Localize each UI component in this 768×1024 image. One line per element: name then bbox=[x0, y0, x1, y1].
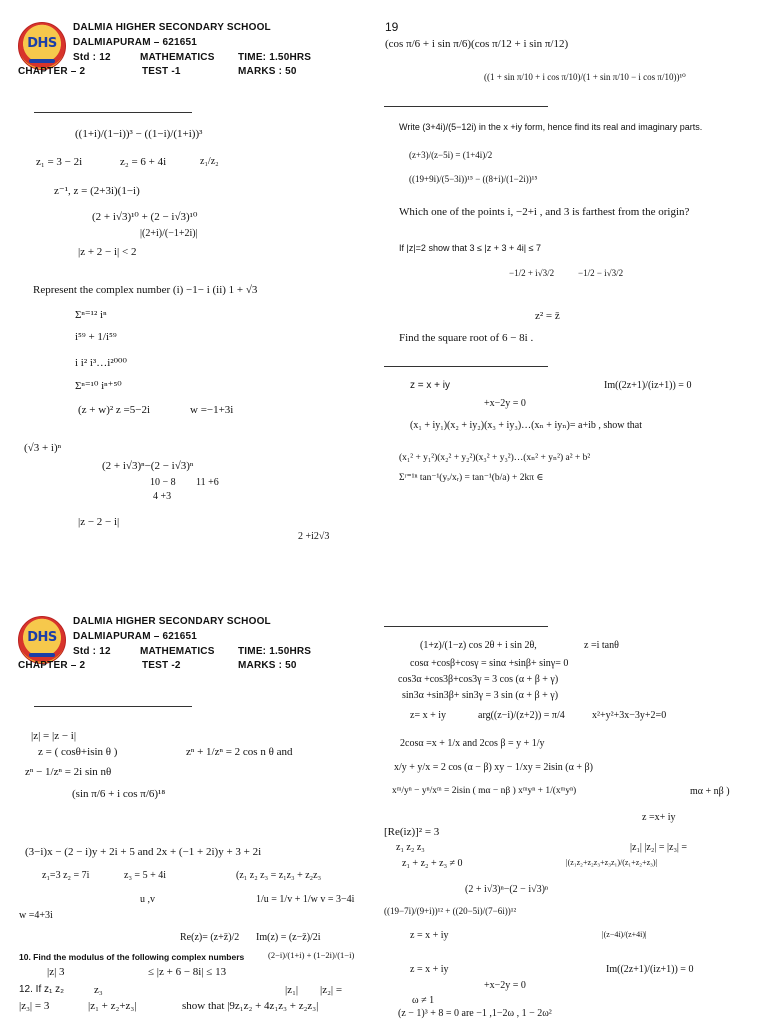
question-line: (cos π/6 + i sin π/6)(cos π/12 + i sin π/12) bbox=[385, 38, 569, 50]
question-line: ≤ |z + 6 − 8i| ≤ 13 bbox=[148, 966, 227, 978]
std: Std : 12 bbox=[73, 646, 111, 657]
question-line: ((1 + sin π/10 + i cos π/10)/(1 + sin π/10 − i cos π/10))¹⁰ bbox=[484, 72, 686, 82]
logo-text: DHS bbox=[27, 630, 57, 645]
chapter: CHAPTER – 2 bbox=[18, 660, 86, 671]
question-line: 4 +3 bbox=[153, 491, 172, 502]
question-line: mα + nβ ) bbox=[690, 786, 730, 797]
question-line: z = x + iy bbox=[410, 964, 449, 975]
question-line: z= x + iy bbox=[410, 710, 446, 721]
question-line: w =4+3i bbox=[19, 910, 53, 921]
question-line: |z₃| = 3 bbox=[19, 1000, 50, 1012]
question-number: 19 bbox=[385, 20, 399, 34]
school-name: DALMIA HIGHER SECONDARY SCHOOL bbox=[73, 616, 271, 627]
test-number: TEST -2 bbox=[142, 660, 181, 671]
marks: MARKS : 50 bbox=[238, 660, 297, 671]
question-line: Im(z) = (z−z̄)/2i bbox=[256, 932, 321, 943]
question-line: (3−i)x − (2 − i)y + 2i + 5 and 2x + (−1 + 2i)y + 3 + 2i bbox=[25, 846, 262, 858]
question-line: i i² i³…i²⁰⁰⁰ bbox=[75, 357, 127, 369]
question-line: arg((z−i)/(z+2)) = π/4 bbox=[478, 710, 565, 721]
time: TIME: 1.50HRS bbox=[238, 646, 312, 657]
question-line: 1/u = 1/v + 1/w v = 3−4i bbox=[256, 894, 355, 905]
question-line: zⁿ + 1/zⁿ = 2 cos n θ and bbox=[186, 746, 293, 758]
question-line: (2−i)/(1+i) + (1−2i)/(1−i) bbox=[268, 950, 355, 960]
question-line: Represent the complex number (i) −1− i (ii) 1 + √3 bbox=[33, 284, 258, 296]
question-line: u ,v bbox=[140, 894, 155, 905]
question-line: zⁿ − 1/zⁿ = 2i sin nθ bbox=[25, 766, 112, 778]
question-line: x/y + y/x = 2 cos (α − β) xy − 1/xy = 2isin (α + β) bbox=[394, 762, 593, 773]
question-line: Re(z)= (z+z̄)/2 bbox=[180, 932, 240, 943]
question-line: |z + 2 − i| < 2 bbox=[78, 246, 137, 258]
question-line: z₁ + z₂ + z₃ ≠ 0 bbox=[402, 858, 463, 869]
question-line: (z + w)² z =5−2i bbox=[78, 404, 150, 416]
question-line: w =−1+3i bbox=[190, 404, 234, 416]
question-line: Im((2z+1)/(iz+1)) = 0 bbox=[606, 964, 694, 975]
question-line: 2cosα =x + 1/x and 2cos β = y + 1/y bbox=[400, 738, 545, 749]
question-line: |z₁| bbox=[285, 984, 299, 996]
question-line: z⁻¹, z = (2+3i)(1−i) bbox=[54, 185, 140, 197]
question-line: Σⁿ⁼¹² iⁿ bbox=[75, 309, 107, 321]
question-line: z₃ = 5 + 4i bbox=[124, 870, 166, 881]
question-line: x²+y²+3x−3y+2=0 bbox=[592, 710, 667, 721]
question-line: |z| = |z − i| bbox=[31, 730, 77, 742]
question-line: show that |9z₁z₂ + 4z₁z₃ + z₂z₃| bbox=[182, 1000, 319, 1012]
question-line: cosα +cosβ+cosγ = sinα +sinβ+ sinγ= 0 bbox=[410, 658, 569, 669]
question-line: (x₁ + iy₁)(x₂ + iy₂)(x₃ + iy₃)…(xₙ + iyₙ)= a+ib , show that bbox=[410, 420, 642, 431]
question-line: z₁ = 3 − 2i bbox=[36, 156, 83, 168]
question-line: (x₁² + y₁²)(x₂² + y₂²)(x₃² + y₃²)…(xₙ² + yₙ²) a² + b² bbox=[399, 453, 591, 463]
question-line: Σⁿ⁼¹⁰ iⁿ⁺⁵⁰ bbox=[75, 380, 122, 392]
school-place: DALMIAPURAM – 621651 bbox=[73, 37, 198, 48]
question-line: z₃ bbox=[94, 984, 103, 996]
school-name: DALMIA HIGHER SECONDARY SCHOOL bbox=[73, 22, 271, 33]
question-line: z₁=3 z₂ = 7i bbox=[42, 870, 90, 881]
question-line: cos3α +cos3β+cos3γ = 3 cos (α + β + γ) bbox=[398, 674, 559, 685]
question-line: |(z−4i)/(z+4i)| bbox=[602, 930, 647, 939]
marks: MARKS : 50 bbox=[238, 66, 297, 77]
question-line: (2 + i√3)ⁿ−(2 − i√3)ⁿ bbox=[465, 884, 549, 895]
question-line: (1+z)/(1−z) cos 2θ + i sin 2θ, bbox=[420, 640, 537, 651]
question-line: (z+3)/(z−5i) = (1+4i)/2 bbox=[409, 150, 493, 160]
question-line: −1/2 + i√3/2 bbox=[509, 268, 555, 278]
question-line: (√3 + i)ⁿ bbox=[24, 442, 62, 454]
question-line: |z − 2 − i| bbox=[78, 516, 120, 528]
question-line: ((19−7i)/(9+i))¹² + ((20−5i)/(7−6i))¹² bbox=[384, 906, 517, 916]
divider bbox=[34, 112, 192, 113]
question-line: [Re(iz)]² = 3 bbox=[384, 826, 440, 838]
question-line: |z₂| = bbox=[320, 984, 343, 996]
std: Std : 12 bbox=[73, 52, 111, 63]
divider bbox=[384, 106, 548, 107]
question-line: Write (3+4i)/(5−12i) in the x +iy form, hence find its real and imaginary parts. bbox=[399, 122, 703, 132]
question-line: z₁ z₂ z₃ bbox=[396, 842, 425, 853]
test-number: TEST -1 bbox=[142, 66, 181, 77]
question-line: ω ≠ 1 bbox=[412, 995, 435, 1006]
question-line: +x−2y = 0 bbox=[484, 398, 526, 409]
question-line: (2 + i√3)ⁿ−(2 − i√3)ⁿ bbox=[102, 460, 194, 472]
question-line: +x−2y = 0 bbox=[484, 980, 526, 991]
question-line: |z| 3 bbox=[47, 966, 65, 978]
question-line: Σʳ⁼¹ⁿ tan⁻¹(yᵣ/xᵣ) = tan⁻¹(b/a) + 2kπ ∈ bbox=[399, 473, 544, 483]
question-line: z = x + iy bbox=[410, 380, 451, 391]
school-logo bbox=[18, 616, 66, 664]
subject: MATHEMATICS bbox=[140, 52, 215, 63]
question-line: z² = z̄ bbox=[535, 310, 560, 322]
question-line: 12. If z₁ z₂ bbox=[19, 984, 65, 995]
question-line: |(2+i)/(−1+2i)| bbox=[140, 228, 198, 239]
question-line: xᵐ/yⁿ − yⁿ/xᵐ = 2isin ( mα − nβ ) xᵐyⁿ + 1/(xᵐyⁿ) bbox=[392, 786, 577, 796]
question-line: z₁/z₂ bbox=[200, 156, 219, 167]
question-line: z = ( cosθ+isin θ ) bbox=[38, 746, 118, 758]
question-line: (2 + i√3)¹⁰ + (2 − i√3)¹⁰ bbox=[92, 211, 198, 223]
question-line: z₂ = 6 + 4i bbox=[120, 156, 167, 168]
question-line: z = x + iy bbox=[410, 930, 449, 941]
question-line: |z₁| |z₂| = |z₃| = bbox=[630, 842, 688, 853]
question-line: 10 − 8 bbox=[150, 477, 176, 488]
question-line: (sin π/6 + i cos π/6)¹⁸ bbox=[72, 788, 166, 800]
divider bbox=[384, 626, 548, 627]
school-logo bbox=[18, 22, 66, 70]
question-line: 11 +6 bbox=[196, 477, 219, 488]
divider bbox=[384, 366, 548, 367]
subject: MATHEMATICS bbox=[140, 646, 215, 657]
question-line: ((1+i)/(1−i))³ − ((1−i)/(1+i))³ bbox=[75, 128, 203, 140]
time: TIME: 1.50HRS bbox=[238, 52, 312, 63]
question-line: Im((2z+1)/(iz+1)) = 0 bbox=[604, 380, 692, 391]
question-line: z =i tanθ bbox=[584, 640, 619, 651]
question-line: −1/2 − i√3/2 bbox=[578, 268, 624, 278]
question-line: If |z|=2 show that 3 ≤ |z + 3 + 4i| ≤ 7 bbox=[399, 243, 542, 253]
question-line: 2 +i2√3 bbox=[298, 531, 330, 542]
question-line: z =x+ iy bbox=[642, 812, 676, 823]
question-line: ((19+9i)/(5−3i))¹⁵ − ((8+i)/(1−2i))¹⁵ bbox=[409, 174, 538, 184]
question-line: i⁵⁹ + 1/i⁵⁹ bbox=[75, 331, 117, 343]
logo-text: DHS bbox=[27, 36, 57, 51]
question-line: (z₁ z₂ z₃ = z₁z₃ + z₂z₃ bbox=[236, 870, 322, 881]
question-line: sin3α +sin3β+ sin3γ = 3 sin (α + β + γ) bbox=[402, 690, 559, 701]
question-line: 10. Find the modulus of the following complex numbers bbox=[19, 952, 245, 962]
chapter: CHAPTER – 2 bbox=[18, 66, 86, 77]
question-line: Which one of the points i, −2+i , and 3 is farthest from the origin? bbox=[399, 206, 690, 218]
question-line: Find the square root of 6 − 8i . bbox=[399, 332, 534, 344]
school-place: DALMIAPURAM – 621651 bbox=[73, 631, 198, 642]
divider bbox=[34, 706, 192, 707]
question-line: (z − 1)³ + 8 = 0 are −1 ,1−2ω , 1 − 2ω² bbox=[398, 1008, 552, 1019]
question-line: |(z₁z₂+z₂z₃+z₃z₁)/(z₁+z₂+z₃)| bbox=[566, 858, 658, 867]
question-line: |z₁ + z₂+z₃| bbox=[88, 1000, 137, 1012]
